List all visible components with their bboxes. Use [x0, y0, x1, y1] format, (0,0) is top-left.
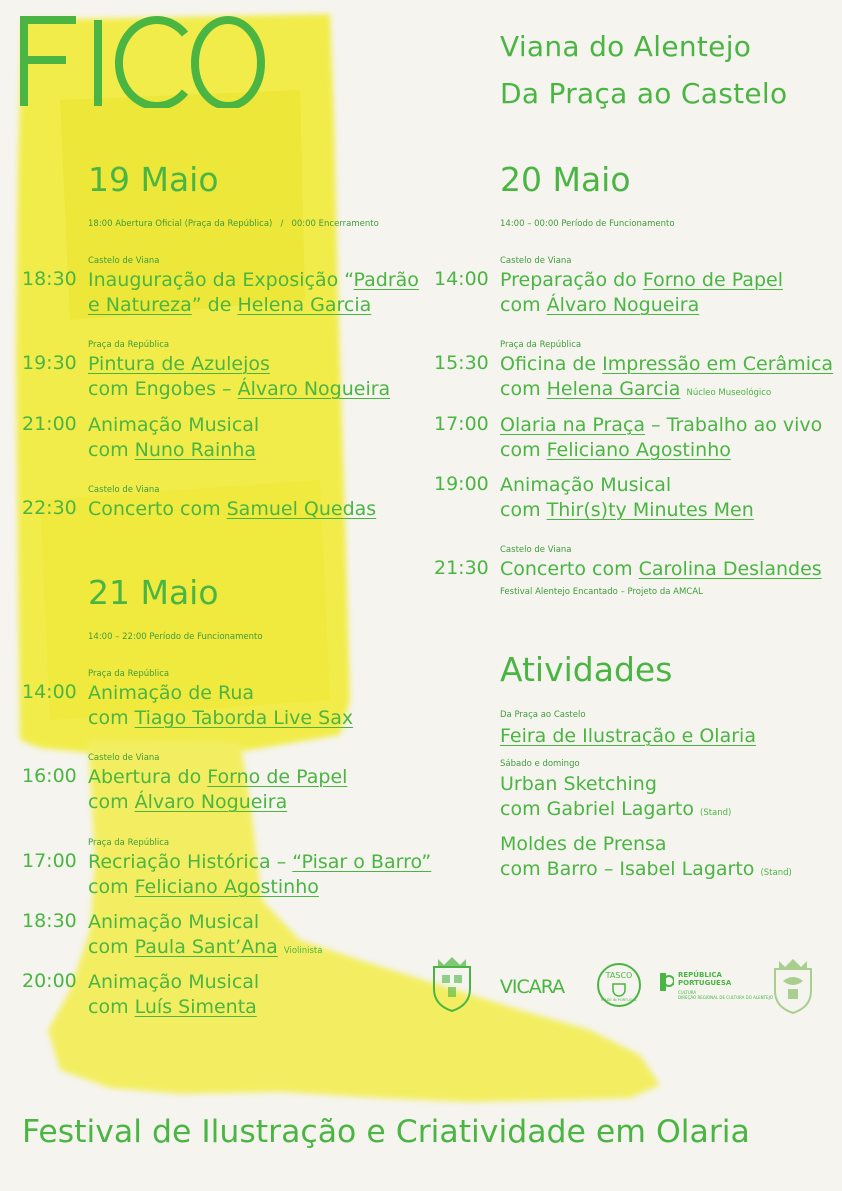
artist-link[interactable]: Carolina Deslandes: [638, 558, 822, 580]
event-time: 21:00: [22, 413, 77, 435]
day-20-hours: 14:00 – 00:00 Período de Funcionamento: [500, 219, 675, 229]
event-place: Castelo de Viana: [88, 485, 160, 495]
artist-link[interactable]: Samuel Quedas: [226, 498, 377, 520]
republica-wordmark: REPÚBLICA PORTUGUESA: [678, 971, 732, 987]
event-time: 19:30: [22, 352, 77, 374]
day-19-heading: 19 Maio: [88, 160, 219, 199]
tasco-logo: [596, 962, 642, 1008]
artist-link[interactable]: Thir(s)ty Minutes Men: [546, 499, 754, 521]
artist-link[interactable]: Luís Simenta: [134, 996, 257, 1018]
event-place: Castelo de Viana: [500, 256, 572, 266]
event-subnote: Festival Alentejo Encantado – Projeto da AMCAL: [500, 587, 703, 597]
municipal-crest-logo: [428, 955, 476, 1013]
event-description: Oficina de Impressão em Cerâmica com Helena Garcia Núcleo Museológico: [500, 353, 834, 400]
activity-item: Urban Sketching com Gabriel Lagarto (Stand): [500, 773, 732, 820]
artist-link[interactable]: Álvaro Nogueira: [237, 378, 391, 400]
event-description: Concerto com Carolina Deslandes: [500, 558, 822, 580]
event-time: 14:00: [434, 268, 489, 290]
event-description: Animação Musical com Thir(s)ty Minutes Men: [500, 474, 754, 521]
event-link[interactable]: e Natureza: [88, 294, 192, 316]
event-description: Animação Musical com Luís Simenta: [88, 971, 260, 1018]
event-time: 18:30: [22, 268, 77, 290]
location-title: Viana do Alentejo: [500, 30, 752, 63]
festival-name: Festival de Ilustração e Criatividade em Olaria: [22, 1114, 750, 1150]
event-link[interactable]: Padrão: [353, 269, 419, 291]
activity-item: Moldes de Prensa com Barro – Isabel Lagarto (Stand): [500, 833, 792, 880]
fico-logo: [20, 16, 265, 108]
event-time: 22:30: [22, 497, 77, 519]
event-place: Castelo de Viana: [88, 256, 160, 266]
tasco-logo-subtext: MADE IN PORTUGAL: [601, 998, 637, 1002]
day-20-heading: 20 Maio: [500, 160, 631, 199]
activity-place: Da Praça ao Castelo: [500, 710, 586, 720]
event-link[interactable]: Forno de Papel: [642, 269, 783, 291]
event-time: 15:30: [434, 352, 489, 374]
day-19-hours: 18:00 Abertura Oficial (Praça da República) / 00:00 Encerramento: [88, 219, 379, 229]
event-link[interactable]: Pintura de Azulejos: [88, 353, 270, 375]
event-description: Preparação do Forno de Papel com Álvaro Nogueira: [500, 269, 783, 316]
event-link[interactable]: Impressão em Cerâmica: [602, 353, 834, 375]
event-time: 20:00: [22, 970, 77, 992]
artist-link[interactable]: Feliciano Agostinho: [134, 876, 319, 898]
event-place: Praça da República: [500, 340, 582, 350]
artist-link[interactable]: Helena Garcia: [237, 294, 372, 316]
event-description: Olaria na Praça – Trabalho ao vivo com Feliciano Agostinho: [500, 414, 823, 461]
stand-tag: (Stand): [700, 808, 732, 818]
parish-crest-logo: [768, 955, 818, 1015]
republica-portuguesa-logo: [660, 971, 773, 1005]
artist-link[interactable]: Álvaro Nogueira: [134, 791, 288, 813]
event-location-note: Núcleo Museológico: [686, 388, 772, 398]
event-description: Recriação Histórica – “Pisar o Barro” com Feliciano Agostinho: [88, 851, 432, 898]
event-place: Castelo de Viana: [88, 753, 160, 763]
republica-subline: CULTURA DIREÇÃO REGIONAL DE CULTURA DO ALENTEJO: [678, 990, 773, 1000]
event-description: Pintura de Azulejos com Engobes – Álvaro Nogueira: [88, 353, 391, 400]
artist-link[interactable]: Tiago Taborda Live Sax: [134, 707, 354, 729]
event-time: 21:30: [434, 557, 489, 579]
event-link[interactable]: “Pisar o Barro”: [292, 851, 432, 873]
artist-link[interactable]: Helena Garcia: [546, 378, 681, 400]
event-description: Inauguração da Exposição “Padrão e Natureza” de Helena Garcia: [88, 269, 419, 316]
svg-text:FICO: FICO: [20, 16, 23, 17]
event-time: 16:00: [22, 765, 77, 787]
venue-subtitle: Da Praça ao Castelo: [500, 77, 788, 110]
event-place: Praça da República: [88, 340, 170, 350]
artist-role: Violinista: [283, 946, 323, 956]
event-place: Castelo de Viana: [500, 545, 572, 555]
event-place: Praça da República: [88, 838, 170, 848]
event-place: Praça da República: [88, 669, 170, 679]
tasco-logo-text: TASCO: [605, 971, 633, 980]
day-21-hours: 14:00 – 22:00 Período de Funcionamento: [88, 632, 263, 642]
artist-link[interactable]: Álvaro Nogueira: [546, 294, 700, 316]
activity-schedule: Sábado e domingo: [500, 759, 580, 769]
vicara-logo: VICARA: [499, 976, 565, 998]
stand-tag: (Stand): [760, 868, 792, 878]
event-time: 19:00: [434, 473, 489, 495]
republica-emblem-icon: [660, 973, 674, 991]
activity-link[interactable]: Feira de Ilustração e Olaria: [500, 725, 756, 747]
event-link[interactable]: Forno de Papel: [207, 766, 348, 788]
event-time: 14:00: [22, 681, 77, 703]
event-description: Animação Musical com Paula Sant’Ana Violinista: [88, 911, 323, 958]
artist-link[interactable]: Paula Sant’Ana: [134, 936, 278, 958]
event-description: Animação de Rua com Tiago Taborda Live Sax: [88, 682, 354, 729]
event-time: 17:00: [434, 413, 489, 435]
activities-heading: Atividades: [500, 650, 673, 689]
activity-item: [500, 724, 756, 749]
artist-link[interactable]: Nuno Rainha: [134, 439, 257, 461]
event-description: Concerto com Samuel Quedas: [88, 498, 377, 520]
artist-link[interactable]: Feliciano Agostinho: [546, 439, 731, 461]
day-21-heading: 21 Maio: [88, 573, 219, 612]
event-time: 17:00: [22, 850, 77, 872]
event-link[interactable]: Olaria na Praça: [500, 414, 646, 436]
event-description: Animação Musical com Nuno Rainha: [88, 414, 260, 461]
event-time: 18:30: [22, 910, 77, 932]
event-description: Abertura do Forno de Papel com Álvaro Nogueira: [88, 766, 348, 813]
